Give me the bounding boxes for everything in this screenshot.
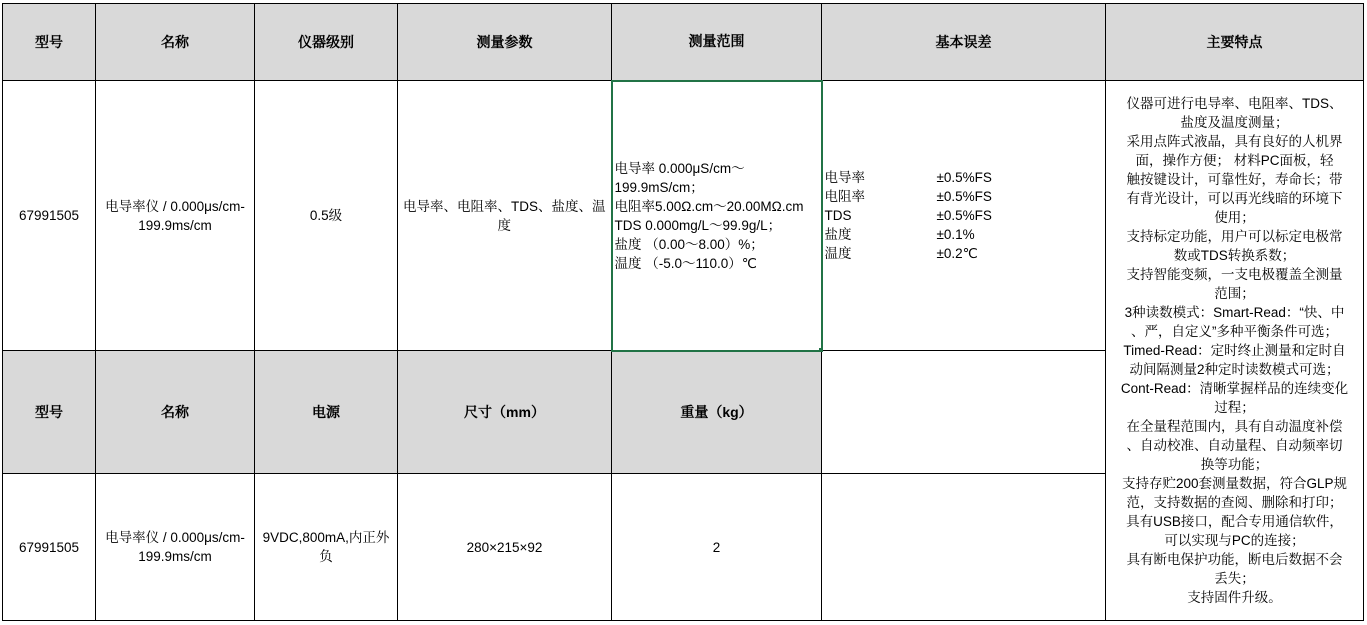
spec-table [2,3,1364,621]
error-row [825,206,1104,225]
feature-line: 仪器可进行电导率、电阻率、TDS、 [1126,96,1343,111]
header-level[interactable]: 仪器级别 [255,4,398,81]
feature-line: 支持存贮200套测量数据，符合GLP规 [1121,476,1348,491]
feature-line: 具有断电保护功能，断电后数据不会 [1126,552,1343,567]
feature-line: 具有USB接口，配合专用通信软件， [1126,514,1343,529]
header-error[interactable]: 基本误差 [822,4,1106,81]
range-line: 电导率 0.000μS/cm～ [614,160,745,176]
cell-model-2[interactable]: 67991505 [3,474,96,621]
feature-line: 数或TDS转换系数； [1173,248,1296,263]
feature-line: 支持标定功能，用户可以标定电极常 [1126,229,1343,244]
feature-line: 、严，自定义”多种平衡条件可选； [1131,324,1338,339]
feature-line: Timed-Read：定时终止测量和定时自 [1123,343,1346,358]
feature-line: 采用点阵式液晶，具有良好的人机界 [1126,134,1343,149]
feature-line: 3种读数模式：Smart-Read：“快、中 [1124,305,1345,320]
cell-size[interactable]: 280×215×92 [398,474,612,621]
feature-line: 动间隔测量2种定时读数模式可选； [1129,362,1340,377]
feature-line: 在全量程范围内，具有自动温度补偿 [1126,419,1343,434]
header-params[interactable]: 测量参数 [398,4,612,81]
error-value: ±0.5%FS [936,189,992,204]
cell-name[interactable]: 电导率仪 / 0.000μs/cm-199.9ms/cm [96,81,255,351]
error-row [825,168,1104,187]
header-row-top [3,4,1364,81]
header-features[interactable]: 主要特点 [1106,4,1364,81]
empty-cell[interactable] [822,351,1106,474]
error-row [825,244,1104,263]
error-value: ±0.1% [936,227,975,242]
feature-line: 、自动校准、自动量程、自动频率切 [1126,438,1343,453]
range-line: 电阻率5.00Ω.cm～20.00MΩ.cm [614,198,804,214]
feature-line: 支持固件升级。 [1187,590,1282,605]
cell-range-selected[interactable] [612,81,822,351]
header-model[interactable]: 型号 [3,4,96,81]
range-line: 199.9mS/cm； [614,179,704,195]
header-size[interactable]: 尺寸（mm） [398,351,612,474]
error-value: ±0.2℃ [936,246,978,261]
feature-line: 丢失； [1214,571,1255,586]
range-line: TDS 0.000mg/L～99.9g/L； [614,217,782,233]
header-name[interactable]: 名称 [96,4,255,81]
error-row [825,225,1104,244]
error-label: 电导率 [824,170,865,185]
feature-line: 有背光设计，可以再光线暗的环境下 [1126,191,1343,206]
header-weight[interactable]: 重量（kg） [612,351,822,474]
error-label: 温度 [824,246,852,261]
feature-line: 使用； [1214,210,1255,225]
table-row [3,81,1364,351]
feature-line: 范，支持数据的查阅、删除和打印； [1126,495,1343,510]
error-row [825,187,1104,206]
feature-line: Cont-Read：清晰掌握样品的连续变化 [1120,381,1349,396]
error-label: TDS [824,208,852,223]
header-power[interactable]: 电源 [255,351,398,474]
feature-line: 换等功能； [1200,457,1269,472]
range-line: 温度 （-5.0～110.0）℃ [614,255,757,271]
cell-params[interactable]: 电导率、电阻率、TDS、盐度、温度 [398,81,612,351]
cell-error[interactable] [822,81,1106,351]
empty-cell[interactable] [822,474,1106,621]
feature-line: 触按键设计，可靠性好，寿命长；带 [1126,172,1343,187]
error-value: ±0.5%FS [936,208,992,223]
cell-power[interactable]: 9VDC,800mA,内正外负 [255,474,398,621]
feature-line: 过程； [1214,400,1255,415]
error-value: ±0.5%FS [936,170,992,185]
cell-model[interactable]: 67991505 [3,81,96,351]
feature-line: 面，操作方便； 材料PC面板，轻 [1135,153,1334,168]
header-name-2[interactable]: 名称 [96,351,255,474]
range-line: 盐度 （0.00～8.00）%； [614,236,764,252]
feature-line: 可以实现与PC的连接； [1164,533,1305,548]
cell-weight[interactable]: 2 [612,474,822,621]
cell-features[interactable] [1106,81,1364,621]
header-range[interactable]: 测量范围 [612,4,822,81]
error-label: 电阻率 [824,189,865,204]
cell-level[interactable]: 0.5级 [255,81,398,351]
feature-line: 盐度及温度测量； [1180,115,1289,130]
feature-line: 范围； [1214,286,1255,301]
header-model-2[interactable]: 型号 [3,351,96,474]
error-label: 盐度 [824,227,852,242]
cell-name-2[interactable]: 电导率仪 / 0.000μs/cm-199.9ms/cm [96,474,255,621]
fill-handle[interactable] [818,347,822,351]
feature-line: 支持智能变频，一支电极覆盖全测量 [1126,267,1343,282]
